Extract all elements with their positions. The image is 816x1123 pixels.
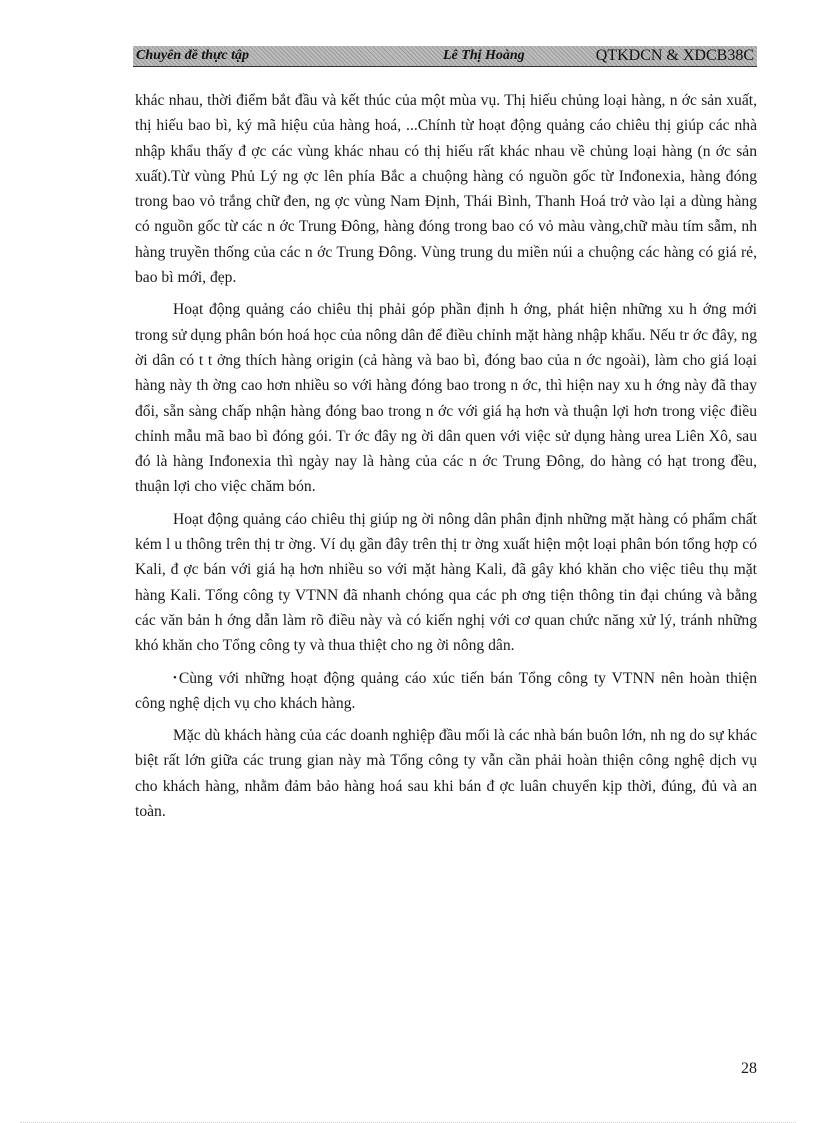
paragraph-quality: Hoạt động quảng cáo chiêu thị giúp ng ời nông dân phân định những mặt hàng có phẩm chất kém l u thông trên thị tr ờng. Ví dụ gần đây trên thị tr ờng xuất hiện một loại phân bón tổng hợp có Kali, đ ợc bán với giá hạ hơn nhiều so với mặt hàng Kali, đã gây khó khăn cho việc tiêu thụ mặt hàng Kali. Tổng công ty VTNN đã nhanh chóng qua các ph ơng tiện thông tin đại chúng và bằng các văn bản h ớng dẫn làm rõ điều này và có kiến nghị với cơ quan chức năng xử lý, tránh những khó khăn cho Tổng công ty và thua thiệt cho ng ời nông dân. bbox=[135, 510, 757, 655]
paragraph-service: Mặc dù khách hàng của các doanh nghiệp đầu mối là các nhà bán buôn lớn, nh ng do sự khác biệt rất lớn giữa các trung gian này mà Tổng công ty vẫn cần phải hoàn thiện công nghệ dịch vụ cho khách hàng, nhằm đảm bảo hàng hoá sau khi bán đ ợc luân chuyển kịp thời, đúng, đủ và an toàn. bbox=[135, 727, 757, 821]
paragraph-continuation: khác nhau, thời điểm bắt đầu và kết thúc của một mùa vụ. Thị hiếu chủng loại hàng, n ớc sản xuất, thị hiếu bao bì, ký mã hiệu của hàng hoá, ...Chính từ hoạt động quảng cáo chiêu thị giúp các nhà nhập khẩu thấy đ ợc các vùng khác nhau có thị hiếu rất khác nhau về chủng loại hàng (n ớc sản xuất).Từ vùng Phủ Lý ng ợc lên phía Bắc a chuộng hàng có nguồn gốc từ Inđonexia, hàng đóng trong bao vỏ trắng chữ đen, ng ợc vùng Nam Định, Thái Bình, Thanh Hoá trở vào lại a dùng hàng có nguồn gốc từ các n ớc Trung Đông, hàng đóng trong bao có vỏ màu vàng,chữ màu tím sẫm, nh hàng truyền thống của các n ớc Trung Đông. Vùng trung du miền núi a chuộng các hàng có giá rẻ, bao bì mới, đẹp. bbox=[135, 92, 757, 287]
paragraph-bullet bbox=[135, 666, 757, 717]
paragraph-orientation: Hoạt động quảng cáo chiêu thị phải góp phần định h ớng, phát hiện những xu h ớng mới trong sử dụng phân bón hoá học của nông dân để điều chỉnh mặt hàng nhập khẩu. Nếu tr ớc đây, ng ời dân có t t ởng thích hàng origin (cả hàng và bao bì, đóng bao của n ớc ngoài), làm cho giá loại hàng này th ờng cao hơn nhiều so với hàng đóng bao trong n ớc, thì hiện nay xu h ớng này đã thay đổi, sẵn sàng chấp nhận hàng đóng bao trong n ớc với giá hạ hơn và thuận lợi hơn trong việc điều chỉnh mẫu mã bao bì đóng gói. Tr ớc đây ng ời dân quen với việc sử dụng hàng urea Liên Xô, sau đó là hàng Inđonexia thì ngày nay là hàng của các n ớc Trung Đông, do hàng có hạt trong đều, thuận lợi cho việc chăm bón. bbox=[135, 301, 757, 496]
running-header bbox=[133, 46, 757, 67]
page-number: 28 bbox=[741, 1060, 757, 1077]
header-course-title: Chuyên đề thực tập bbox=[136, 48, 250, 63]
bullet-text: Cùng với những hoạt động quảng cáo xúc tiến bán Tổng công ty VTNN nên hoàn thiện công nghệ dịch vụ cho khách hàng. bbox=[135, 669, 757, 712]
header-class-code: QTKDCN & XDCB38C bbox=[595, 47, 754, 64]
bullet-icon: • bbox=[173, 671, 177, 684]
page-body bbox=[135, 88, 757, 831]
header-author: Lê Thị Hoàng bbox=[443, 48, 525, 63]
